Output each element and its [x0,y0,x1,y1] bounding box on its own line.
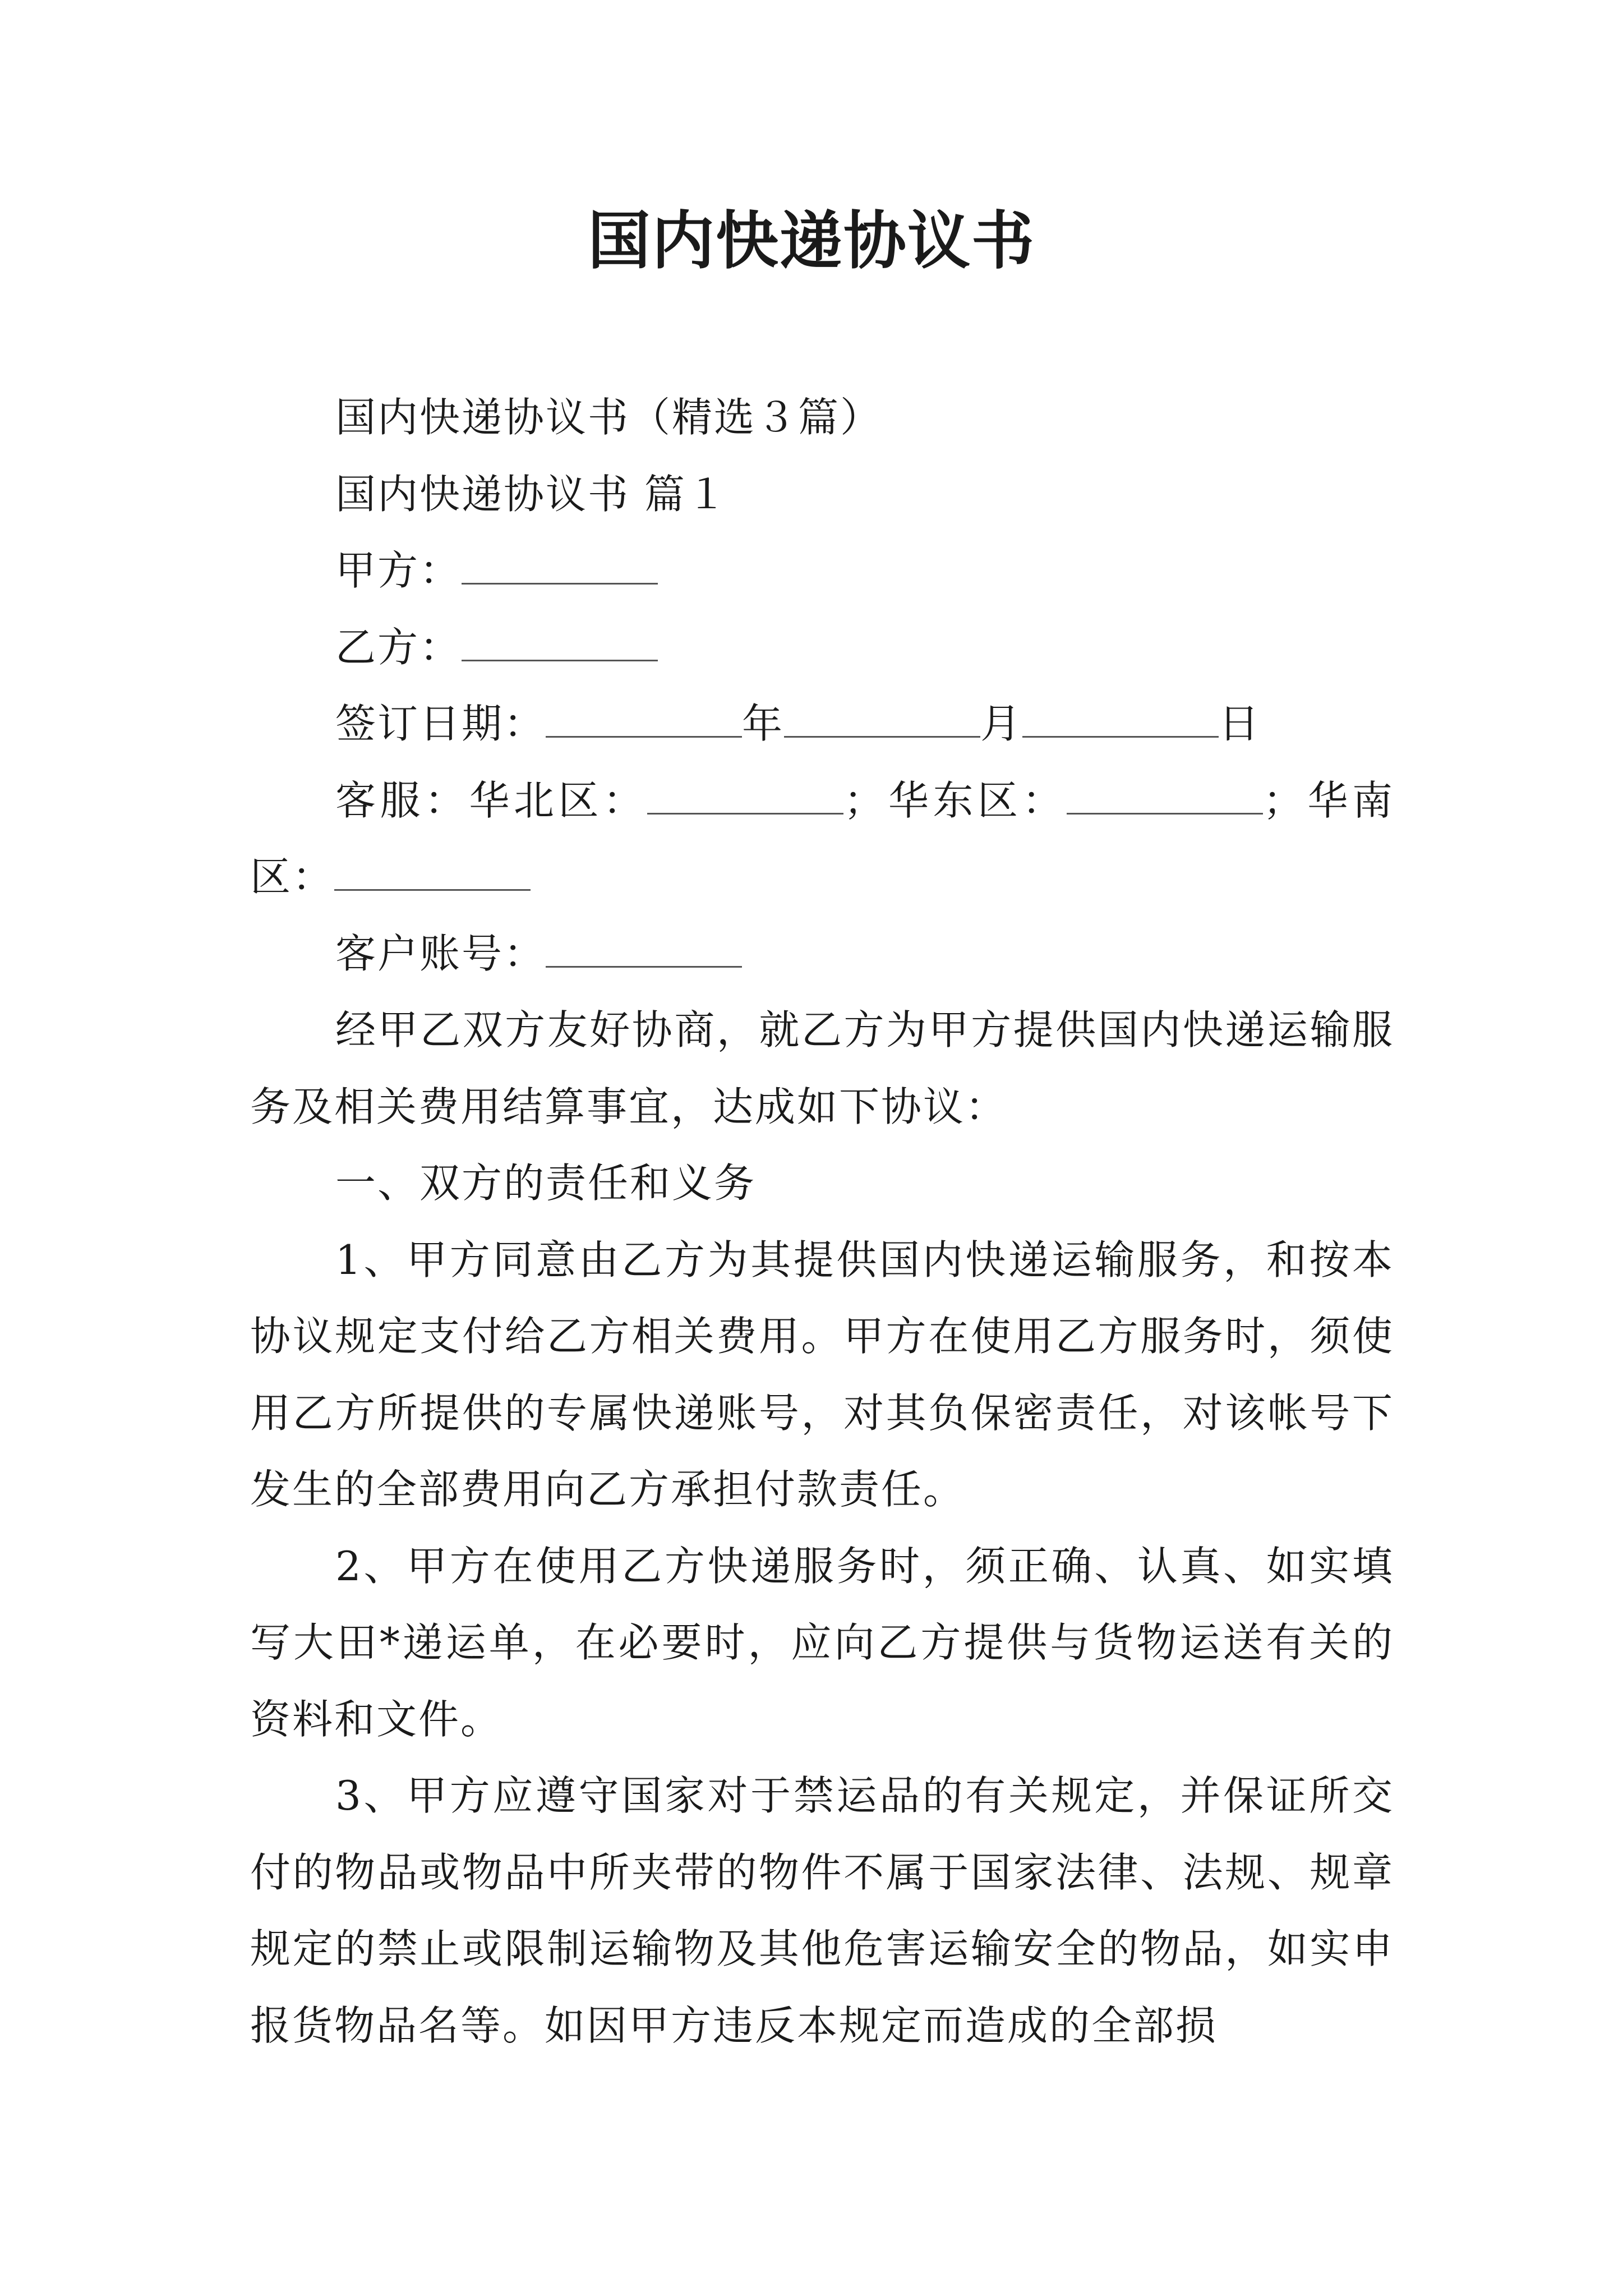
cs-north-blank [647,778,843,815]
document-title: 国内快递协议书 [588,204,1035,278]
customer-service-line [250,762,1394,915]
account-line [250,915,1394,992]
cs-south-label: ；华南区： [250,776,1394,900]
party-b-blank [462,625,658,661]
party-b-label: 乙方： [335,623,462,671]
intro-paragraph: 经甲乙双方友好协商，就乙方为甲方提供国内快递运输服务及相关费用结算事宜，达成如下协议： [250,1006,1394,1130]
party-a-label: 甲方： [335,547,462,594]
day-label: 日 [1219,700,1261,747]
month-label: 月 [980,700,1023,747]
day-blank [1022,701,1219,738]
party-b-line [250,609,1394,686]
account-label: 客户账号： [335,930,546,977]
subtitle: 国内快递协议书（精选３篇） [335,394,883,441]
cs-south-blank [334,854,531,891]
year-blank [546,701,742,738]
year-label: 年 [742,700,785,747]
party-a-line [250,532,1394,609]
clause-2-paragraph: 2、甲方在使用乙方快递服务时，须正确、认真、如实填写大田*递运单，在必要时，应向乙方提供与货物运送有关的资料和文件。 [250,1542,1394,1743]
cs-east-blank [1067,778,1263,815]
sign-date-label: 签订日期： [335,700,546,747]
party-a-blank [462,548,658,585]
account-blank [546,931,742,968]
sign-date-line [250,685,1394,762]
month-blank [784,701,980,738]
clause-3-paragraph: 3、甲方应遵守国家对于禁运品的有关规定，并保证所交付的物品或物品中所夹带的物件不属于国家法律、法规、规章规定的禁止或限制运输物及其他危害运输安全的物品，如实申报货物品名等。如因甲方违反本规定而造成的全部损 [250,1772,1394,2049]
clause-heading: 一、双方的责任和义务 [335,1159,757,1207]
clause-1-paragraph: 1、甲方同意由乙方为其提供国内快递运输服务，和按本协议规定支付给乙方相关费用。甲方在使用乙方服务时，须使用乙方所提供的专属快递账号，对其负保密责任，对该帐号下发生的全部费用向乙方承担付款责任。 [250,1236,1394,1513]
cs-north-label: 客服：华北区： [335,776,648,824]
document-body [250,379,1394,2064]
cs-east-label: ；华东区： [843,776,1067,824]
section-heading: 国内快递协议书 篇１ [335,470,728,518]
